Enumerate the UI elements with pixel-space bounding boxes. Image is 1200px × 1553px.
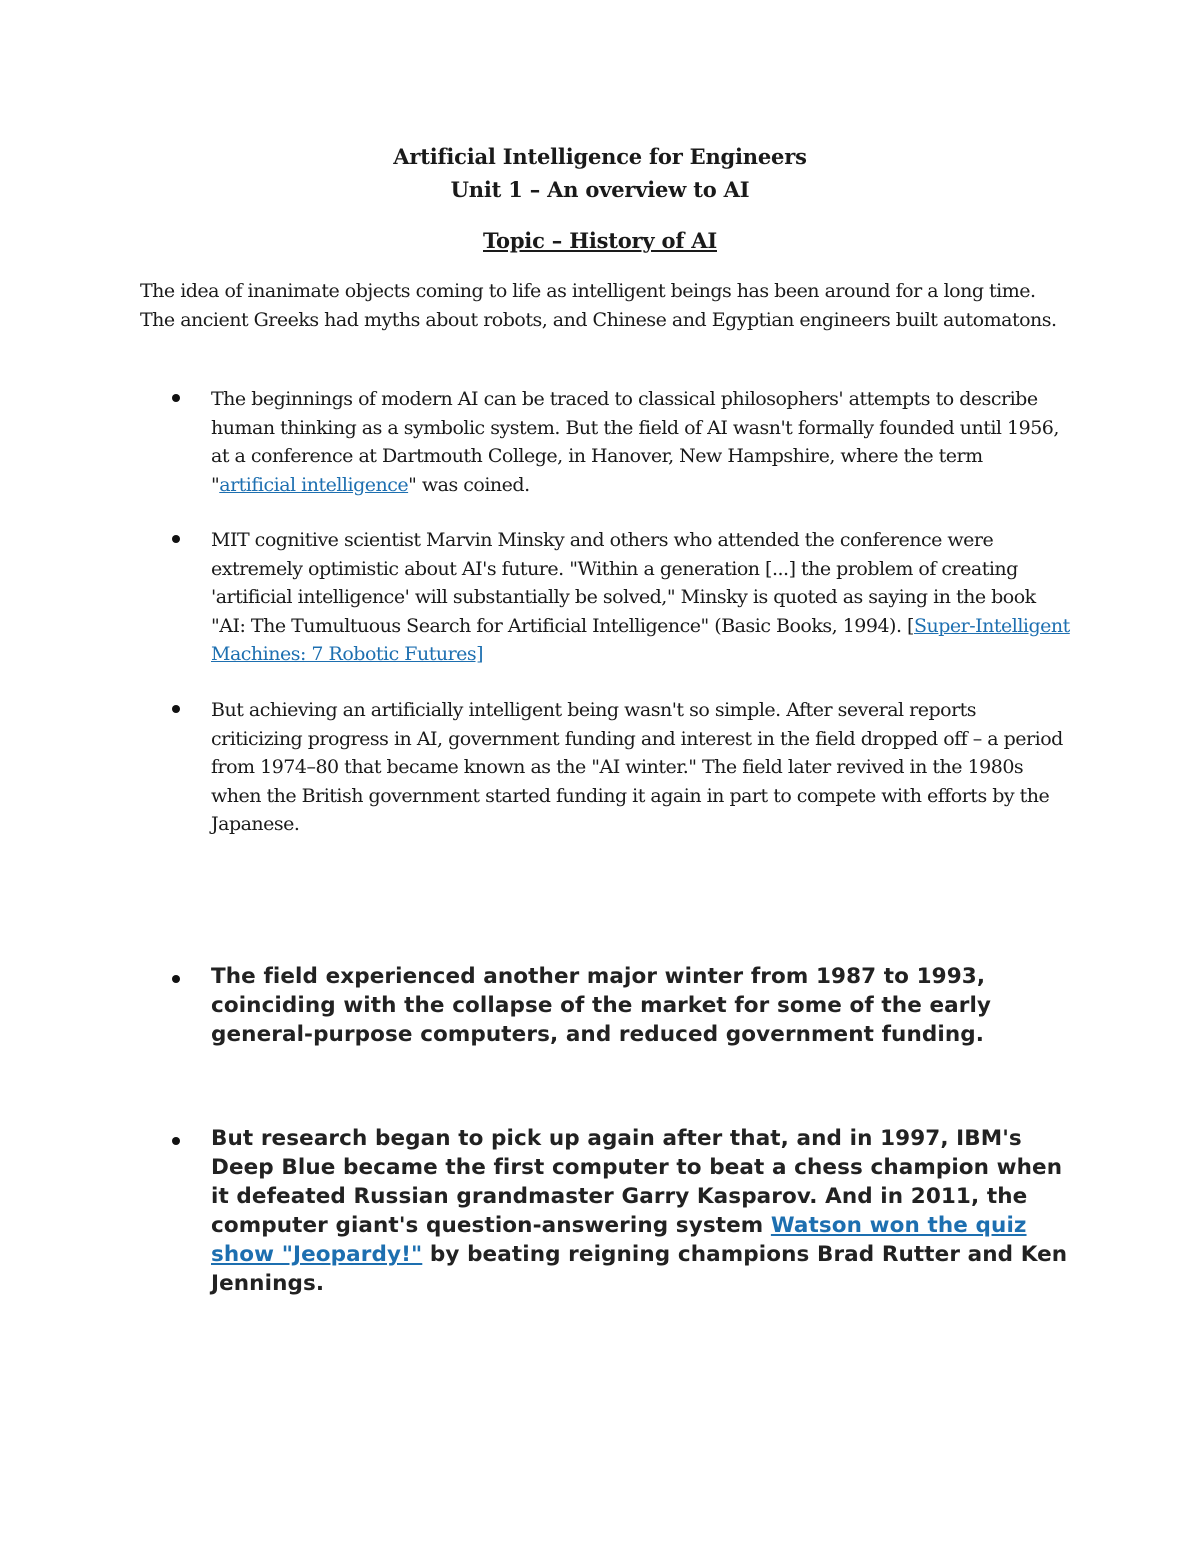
watson-jeopardy-link[interactable]: Watson won the quiz show "Jeopardy!"	[211, 1213, 1027, 1267]
document-title: Artificial Intelligence for Engineers	[393, 144, 807, 169]
bullet-1-text-after: " was coined.	[408, 473, 530, 496]
super-intelligent-machines-link[interactable]: Super-Intelligent Machines: 7 Robotic Futures]	[211, 614, 1070, 665]
bullet-5-text-before: But research began to pick up again after that, and in 1997, IBM's Deep Blue became the first computer to beat a chess champion when it defeated Russian grandmaster Garry Kasparov. And in 2011, the computer giant's question-answering system	[211, 1126, 1063, 1238]
topic-heading: Topic – History of AI	[483, 228, 717, 253]
bullet-marker	[172, 966, 202, 989]
bullet-marker	[172, 385, 202, 408]
unit-heading: Unit 1 – An overview to AI	[450, 177, 750, 202]
bullet-1-text-before: The beginnings of modern AI can be traced to classical philosophers' attempts to describe human thinking as a symbolic system. But the field of AI wasn't formally founded until 1956, at a conference at Dartmouth College, in Hanover, New Hampshire, where the term "	[211, 388, 1059, 496]
bullet-5-text-after: by beating reigning champions Brad Rutter and Ken Jennings.	[211, 1242, 1068, 1296]
bullet-2-text-before: MIT cognitive scientist Marvin Minsky and others who attended the conference were extremely optimistic about AI's future. "Within a generation [...] the problem of creating 'artificial intelligence' will substantially be solved," Minsky is quoted as saying in the book "AI: The Tumultuous Search for Artificial Intelligence" (Basic Books, 1994). [	[211, 529, 1036, 637]
bullet-marker	[172, 526, 202, 549]
bullet-item-2	[211, 526, 1071, 669]
bullet-marker	[172, 1128, 202, 1151]
intro-paragraph: The idea of inanimate objects coming to life as intelligent beings has been around for a long time. The ancient Greeks had myths about robots, and Chinese and Egyptian engineers built automatons.	[140, 280, 1057, 331]
bullet-item-1	[211, 385, 1071, 499]
artificial-intelligence-link[interactable]: artificial intelligence	[219, 473, 409, 496]
bullet-marker	[172, 696, 202, 719]
bullet-item-4: The field experienced another major winter from 1987 to 1993, coinciding with the collapse of the market for some of the early general-purpose computers, and reduced government funding.	[211, 964, 992, 1047]
bullet-item-3: But achieving an artificially intelligent being wasn't so simple. After several reports criticizing progress in AI, government funding and interest in the field dropped off – a period from 1974–80 that became known as the "AI winter." The field later revived in the 1980s when the British government started funding it again in part to compete with efforts by the Japanese.	[211, 699, 1063, 835]
bullet-item-5	[211, 1124, 1071, 1298]
